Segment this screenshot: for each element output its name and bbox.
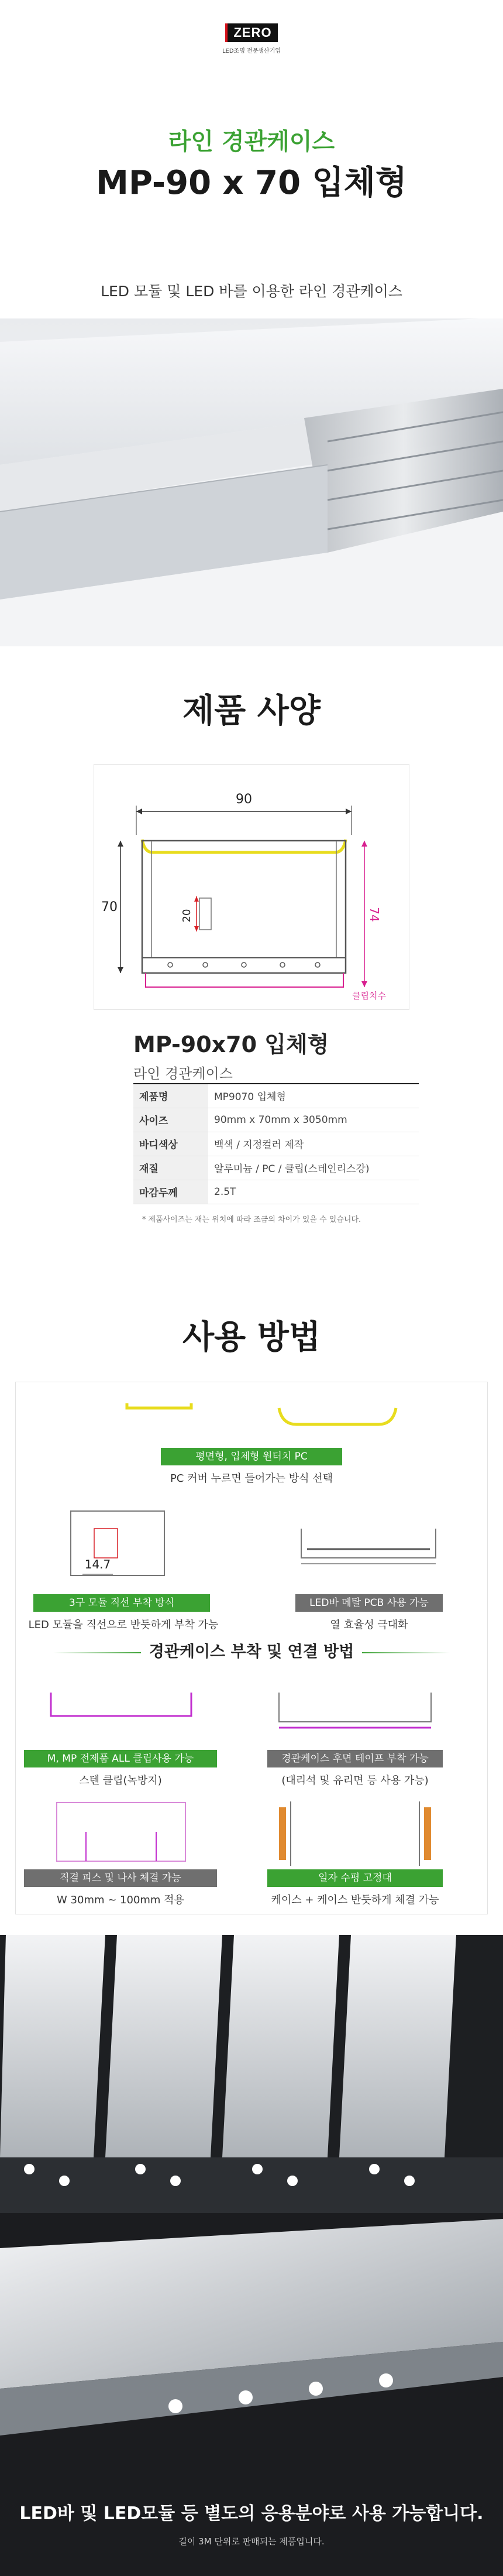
brand-logo bbox=[212, 23, 291, 55]
logo-tagline: LED조명 전문생산기업 bbox=[222, 48, 281, 54]
usage-label-module: 3구 모듈 직선 부착 방식 bbox=[33, 1594, 210, 1612]
spec-key: 제품명 bbox=[133, 1084, 208, 1108]
usage-caption-bracket: 케이스 + 케이스 반듯하게 체결 가능 bbox=[271, 1894, 439, 1906]
metal-pcb-illustration bbox=[295, 1517, 442, 1575]
spec-value: 백색 / 지정컬러 제작 bbox=[208, 1132, 419, 1156]
footer-headline: LED바 및 LED모듈 등 별도의 응용분야로 사용 가능합니다. bbox=[19, 2503, 484, 2524]
table-row bbox=[133, 1084, 419, 1108]
usage-caption-screw: W 30mm ~ 100mm 적용 bbox=[57, 1894, 184, 1906]
spec-value: 알루미늄 / PC / 클립(스테인리스강) bbox=[208, 1156, 419, 1180]
table-row bbox=[133, 1108, 419, 1132]
usage-caption-module: LED 모듈을 직선으로 반듯하게 부착 가능 bbox=[28, 1619, 219, 1631]
spec-value: 2.5T bbox=[208, 1180, 419, 1204]
product-category-title: 라인 경관케이스 bbox=[168, 128, 335, 155]
multi-case-photo bbox=[0, 1935, 503, 2213]
extrusion-illustration bbox=[0, 318, 503, 646]
module-mount-illustration bbox=[59, 1499, 176, 1587]
usage-label-cover: 평면형, 입체형 원터치 PC bbox=[161, 1448, 342, 1465]
screw-illustration bbox=[39, 1797, 203, 1873]
footer-subtext: 길이 3M 단위로 판매되는 제품입니다. bbox=[178, 2536, 325, 2547]
spec-key: 재질 bbox=[133, 1156, 208, 1180]
spec-section-title: 제품 사양 bbox=[182, 692, 321, 730]
table-row bbox=[133, 1156, 419, 1180]
spec-value: 90mm x 70mm x 3050mm bbox=[208, 1108, 419, 1132]
usage-caption-pcb: 열 효율성 극대화 bbox=[330, 1619, 408, 1631]
module-dim-label: 14.7 bbox=[84, 1557, 111, 1571]
usage-label-bracket: 일자 수평 고정대 bbox=[267, 1869, 443, 1887]
dim-height-label: 70 bbox=[101, 900, 118, 914]
logo-mark: ZERO bbox=[225, 23, 277, 42]
product-model-title: MP-90 x 70 입체형 bbox=[96, 164, 407, 202]
usage-caption-tape: (대리석 및 유리면 등 사용 가능) bbox=[281, 1775, 429, 1787]
table-row bbox=[133, 1132, 419, 1156]
mount-method-title: 경관케이스 부착 및 연결 방법 bbox=[16, 1639, 487, 1662]
usage-section-title: 사용 방법 bbox=[182, 1318, 321, 1356]
usage-label-pcb: LED바 메탈 PCB 사용 가능 bbox=[295, 1594, 443, 1612]
table-row bbox=[133, 1180, 419, 1204]
cross-section-drawing bbox=[94, 765, 410, 1010]
clip-illustration bbox=[39, 1687, 203, 1739]
usage-label-tape: 경관케이스 후면 테이프 부착 가능 bbox=[267, 1750, 443, 1767]
spec-model-name: MP-90x70 입체형 bbox=[133, 1032, 329, 1057]
tape-illustration bbox=[267, 1687, 443, 1739]
spec-header bbox=[133, 1026, 426, 1083]
spec-key: 바디색상 bbox=[133, 1132, 208, 1156]
spec-key: 사이즈 bbox=[133, 1108, 208, 1132]
product-subtitle: LED 모듈 및 LED 바를 이용한 라인 경관케이스 bbox=[101, 283, 402, 300]
joint-bracket-illustration bbox=[267, 1796, 443, 1872]
usage-label-screw: 직결 피스 및 나사 체결 가능 bbox=[24, 1869, 217, 1887]
spec-note: * 제품사이즈는 재는 위치에 따라 조금의 차이가 있을 수 있습니다. bbox=[142, 1215, 361, 1224]
product-photo-row bbox=[0, 1935, 503, 2213]
spec-value: MP9070 입체형 bbox=[208, 1084, 419, 1108]
usage-label-clip: M, MP 전제품 ALL 클립사용 가능 bbox=[24, 1750, 217, 1767]
cover-types-illustration bbox=[104, 1399, 402, 1434]
product-photo-closeup bbox=[0, 2213, 503, 2576]
hero-product-image bbox=[0, 318, 503, 646]
dim-inner-label: 20 bbox=[181, 909, 193, 923]
cross-section-diagram bbox=[94, 764, 409, 1010]
dim-width-label: 90 bbox=[236, 792, 252, 807]
usage-panel bbox=[15, 1382, 488, 1914]
usage-caption-clip: 스텐 클립(녹방지) bbox=[79, 1775, 162, 1787]
clip-dim-label: 클립치수 bbox=[352, 991, 386, 1001]
spec-table bbox=[133, 1083, 419, 1204]
dim-right-label: 74 bbox=[367, 907, 381, 922]
usage-caption-cover: PC 커버 누르면 들어가는 방식 선택 bbox=[170, 1472, 333, 1485]
spec-key: 마감두께 bbox=[133, 1180, 208, 1204]
spec-model-sub: 라인 경관케이스 bbox=[133, 1066, 233, 1082]
